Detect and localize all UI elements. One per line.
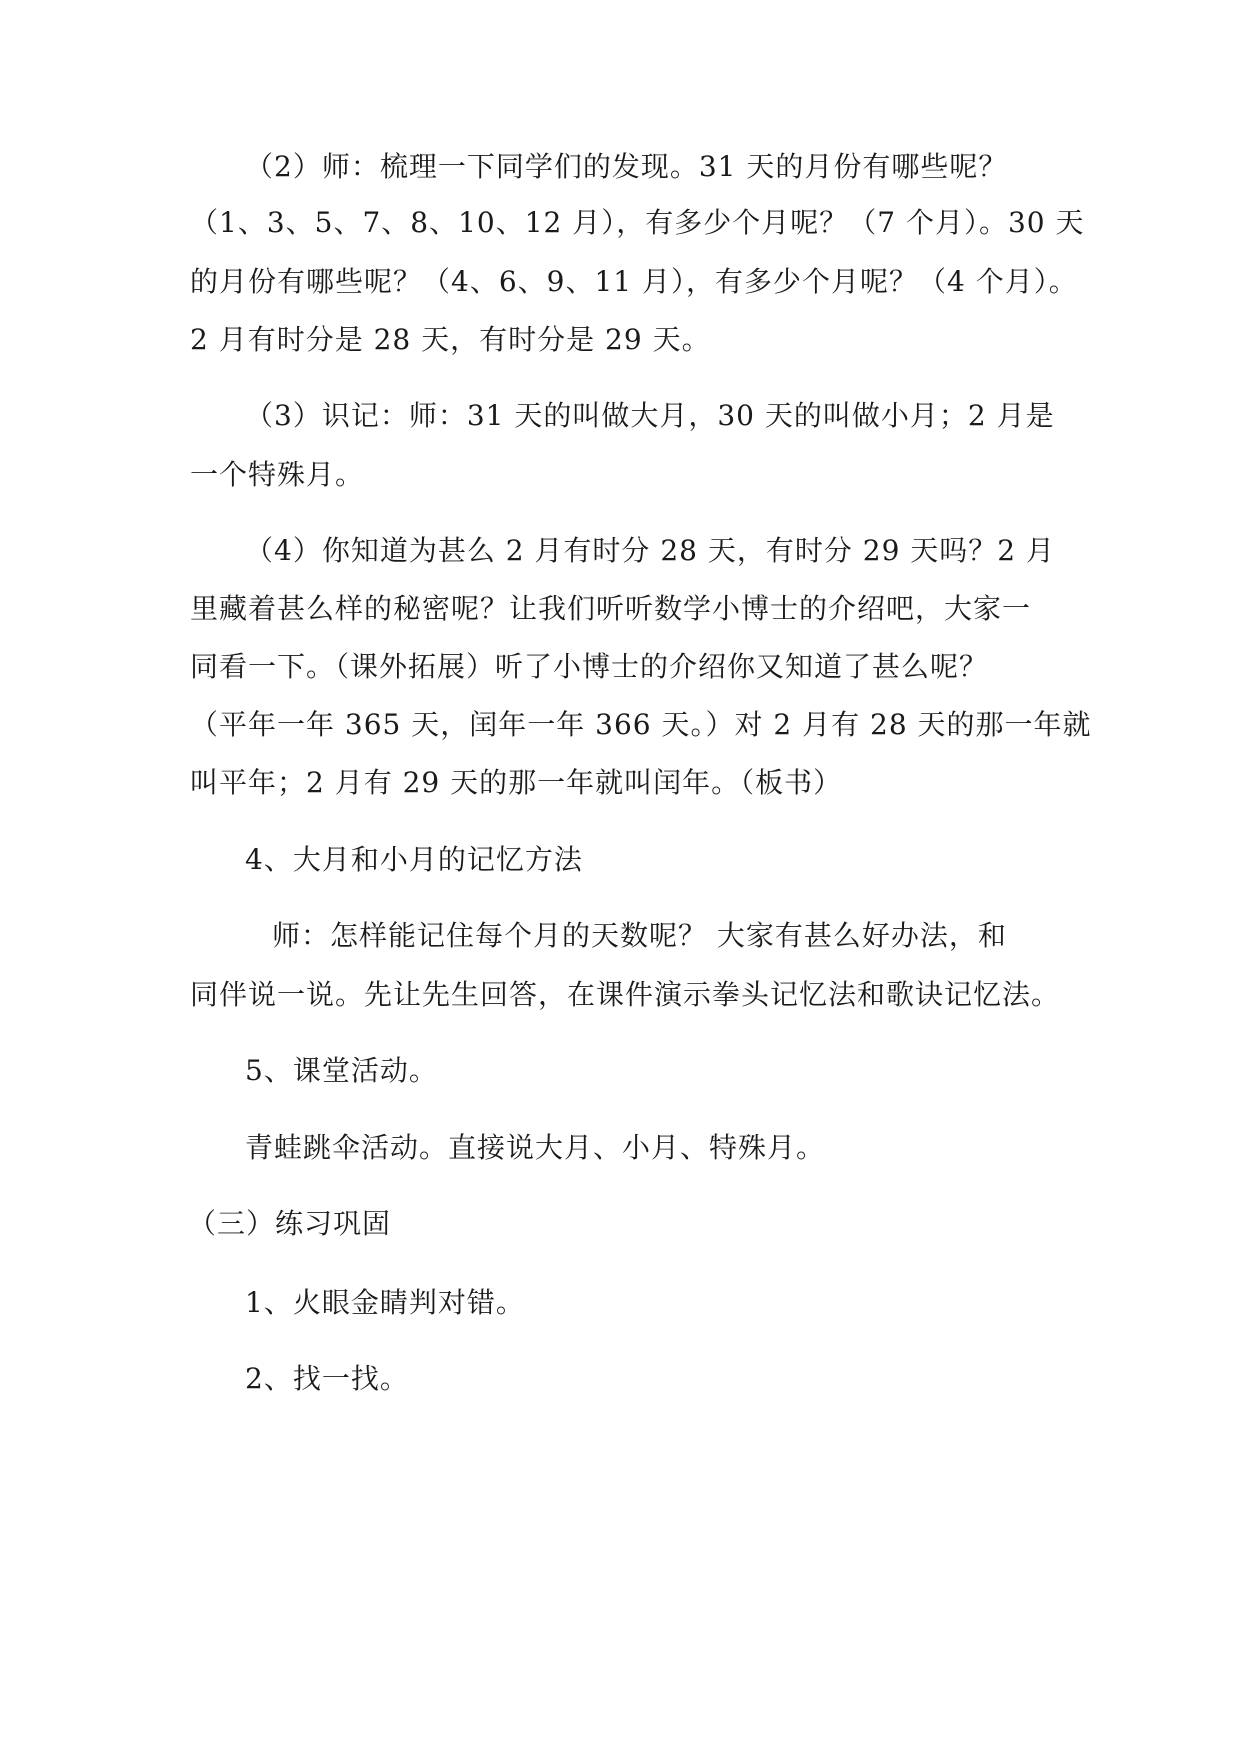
paragraph-2-line-4: 2 月有时分是 28 天，有时分是 29 天。 <box>190 323 711 356</box>
paragraph-4-line-2: 里藏着甚么样的秘密呢？让我们听听数学小博士的介绍吧，大家一 <box>190 592 1032 625</box>
section-practice-heading: （三）练习巩固 <box>188 1207 392 1240</box>
heading-class-activity: 5、课堂活动。 <box>245 1054 438 1087</box>
practice-item-1: 1、火眼金睛判对错。 <box>245 1286 525 1319</box>
memory-paragraph-line-1: 师：怎样能记住每个月的天数呢？ 大家有甚么好办法，和 <box>272 919 1007 952</box>
paragraph-4-line-3: 同看一下。（课外拓展）听了小博士的介绍你又知道了甚么呢？ <box>190 650 989 683</box>
paragraph-4-line-5: 叫平年；2 月有 29 天的那一年就叫闰年。（板书） <box>190 766 843 799</box>
paragraph-4-line-1: （4）你知道为甚么 2 月有时分 28 天，有时分 29 天吗？2 月 <box>245 534 1056 567</box>
paragraph-3-line-1: （3）识记：师：31 天的叫做大月，30 天的叫做小月；2 月是 <box>245 399 1055 432</box>
paragraph-2-line-1: （2）师：梳理一下同学们的发现。31 天的月份有哪些呢？ <box>245 150 1008 183</box>
paragraph-2-line-2: （1、3、5、7、8、10、12 月），有多少个月呢？（7 个月）。30 天 <box>190 206 1085 239</box>
paragraph-4-line-4: （平年一年 365 天，闰年一年 366 天。）对 2 月有 28 天的那一年就 <box>190 708 1092 741</box>
heading-memory-method: 4、大月和小月的记忆方法 <box>245 843 583 876</box>
paragraph-2-line-3: 的月份有哪些呢？（4、6、9、11 月），有多少个月呢？（4 个月）。 <box>190 265 1078 298</box>
activity-paragraph: 青蛙跳伞活动。直接说大月、小月、特殊月。 <box>245 1131 826 1164</box>
practice-item-2: 2、找一找。 <box>245 1362 409 1395</box>
paragraph-3-line-2: 一个特殊月。 <box>190 458 365 491</box>
memory-paragraph-line-2: 同伴说一说。先让先生回答，在课件演示拳头记忆法和歌诀记忆法。 <box>190 978 1061 1011</box>
